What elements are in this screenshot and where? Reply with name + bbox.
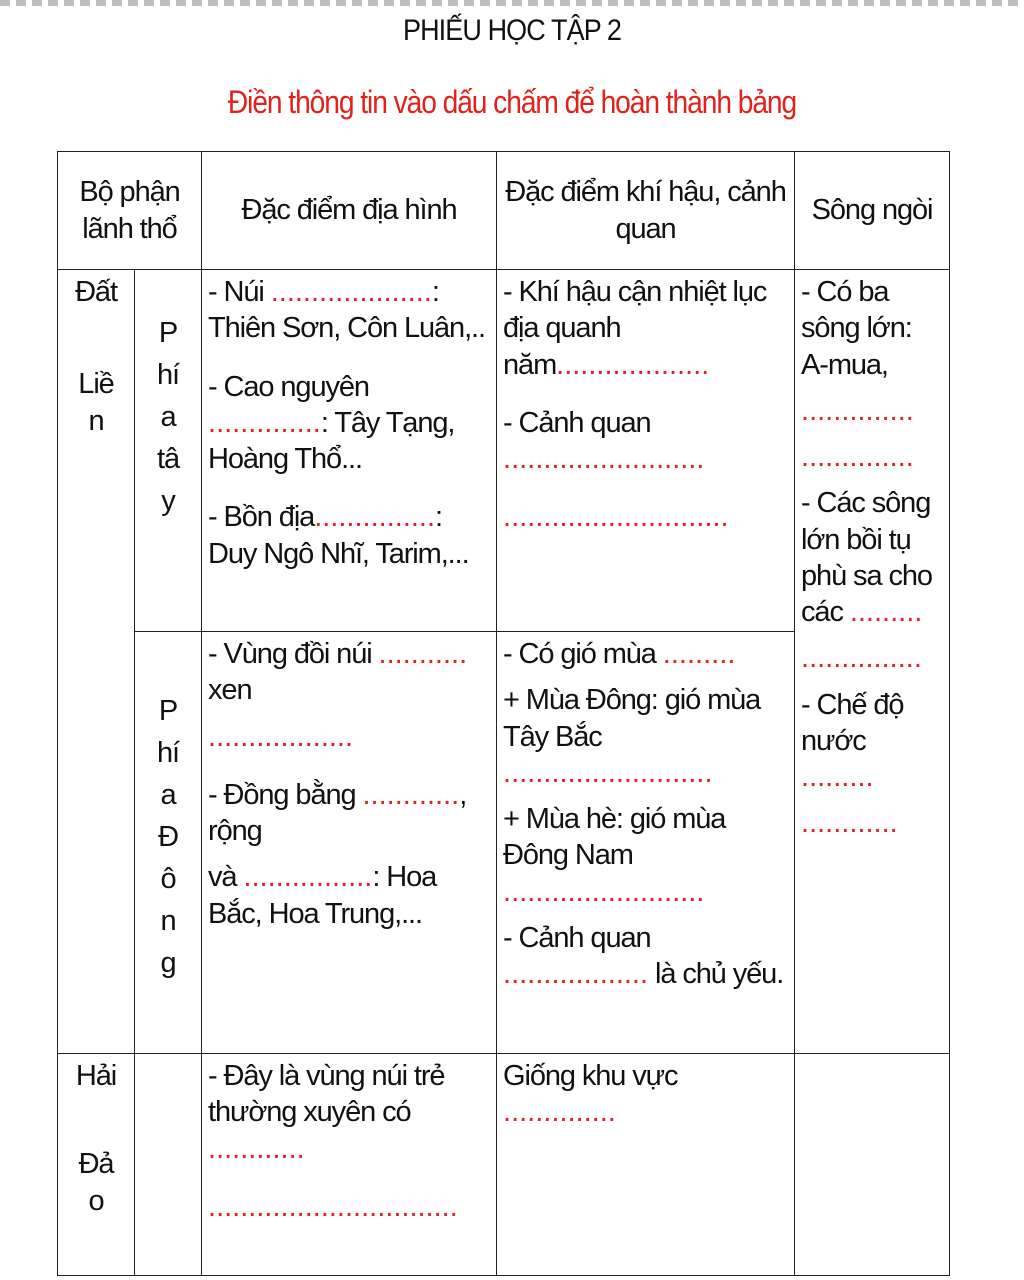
mainland-rivers — [795, 270, 950, 1054]
header-row — [58, 152, 950, 270]
west-terrain-mountains[interactable]: - Núi ....................: Thiên Sơn, Côn Luân,.. — [208, 276, 485, 345]
islands-rivers — [795, 1054, 950, 1276]
instruction-text: Điền thông tin vào dấu chấm để hoàn thành bảng — [227, 84, 797, 120]
islands-terrain — [202, 1054, 497, 1276]
west-climate — [497, 270, 795, 632]
east-climate-landscape[interactable]: - Cảnh quan .................. là chủ yếu. — [503, 921, 784, 990]
east-terrain-hills[interactable]: - Vùng đồi núi ........... xen — [208, 638, 468, 707]
islands-empty-subcell — [135, 1054, 202, 1276]
islands-climate-same-as[interactable]: Giống khu vực .............. — [503, 1060, 678, 1129]
header-climate: Đặc điểm khí hậu, cảnh quan — [497, 152, 795, 270]
mainland-label-line3: n — [88, 404, 104, 437]
west-terrain — [202, 270, 497, 632]
west-climate-landscape[interactable]: - Cảnh quan ......................... — [503, 406, 705, 475]
west-climate-blank[interactable]: ............................ — [503, 501, 729, 534]
header-part: Bộ phận lãnh thổ — [58, 152, 202, 270]
east-terrain-plains-names[interactable]: và ................: Hoa Bắc, Hoa Trung,... — [208, 861, 437, 930]
mainland-label-line1: Đất — [75, 276, 117, 308]
east-terrain-blank[interactable]: .................. — [208, 720, 354, 753]
rivers-water-regime[interactable]: - Chế độ nước ......... — [801, 688, 904, 793]
west-label-text: Phía tây — [157, 317, 179, 518]
rivers-blank-3[interactable]: ............... — [801, 642, 922, 675]
header-terrain: Đặc điểm địa hình — [202, 152, 497, 270]
islands-terrain-young-mountains[interactable]: - Đây là vùng núi trẻ thường xuyên có ............ — [208, 1060, 445, 1165]
rivers-blank-1[interactable]: .............. — [801, 394, 914, 427]
rivers-three-major[interactable]: - Có ba sông lớn: A-mua, — [801, 276, 912, 381]
east-climate-winter[interactable]: + Mùa Đông: gió mùa Tây Bắc .......................... — [503, 684, 761, 789]
mainland-label — [58, 270, 135, 1054]
east-terrain — [202, 632, 497, 1054]
island-row — [58, 1054, 950, 1276]
east-terrain-plains[interactable]: - Đồng bằng ............, rộng — [208, 778, 467, 847]
cropped-top-text — [0, 0, 1024, 6]
rivers-alluvium[interactable]: - Các sông lớn bồi tụ phù sa cho các ......... — [801, 487, 932, 628]
islands-terrain-blank[interactable]: ............................... — [208, 1190, 458, 1223]
east-climate-monsoon[interactable]: - Có gió mùa ......... — [503, 638, 736, 670]
west-climate-type[interactable]: - Khí hậu cận nhiệt lục địa quanh năm................... — [503, 276, 767, 381]
islands-label-line2: Đả — [78, 1148, 114, 1181]
east-label — [135, 632, 202, 1054]
islands-label-line1: Hải — [75, 1060, 117, 1092]
rivers-blank-2[interactable]: .............. — [801, 441, 914, 473]
islands-label — [58, 1054, 135, 1276]
east-label-text: Phía Đông — [157, 695, 179, 980]
mainland-label-line2: Liề — [78, 368, 114, 401]
west-terrain-basins[interactable]: - Bồn địa...............: Duy Ngô Nhĩ, Tarim,... — [208, 501, 469, 570]
west-row — [58, 270, 950, 632]
east-climate — [497, 632, 795, 1054]
islands-label-line3: o — [88, 1184, 104, 1217]
page-title: PHIẾU HỌC TẬP 2 — [402, 14, 622, 47]
west-terrain-plateaus[interactable]: - Cao nguyên ..............: Tây Tạng, Hoàng Thổ... — [208, 370, 455, 475]
header-rivers: Sông ngòi — [795, 152, 950, 270]
islands-climate — [497, 1054, 795, 1276]
east-climate-summer[interactable]: + Mùa hè: gió mùa Đông Nam ......................... — [503, 803, 726, 908]
worksheet-table — [57, 151, 950, 1276]
rivers-blank-4[interactable]: ............ — [801, 807, 898, 840]
west-label — [135, 270, 202, 632]
